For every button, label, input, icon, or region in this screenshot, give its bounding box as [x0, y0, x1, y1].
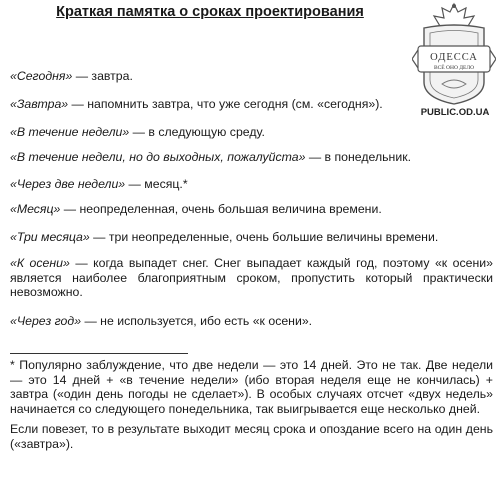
entry-term: «Сегодня»	[10, 69, 73, 83]
entry-within-week	[10, 125, 410, 140]
entry-three-months	[10, 230, 493, 245]
entry-two-weeks	[10, 177, 410, 192]
entry-month	[10, 202, 493, 217]
entry-in-a-year	[10, 314, 493, 329]
entry-term: «К осени»	[10, 256, 70, 270]
entry-today	[10, 69, 390, 84]
entry-text: — когда выпадет снег. Снег выпадает каждый год, поэтому «к осени» является наиболее благоприятным сроком, пропустить который практически невозможно.	[10, 256, 493, 299]
entry-text: — напомнить завтра, что уже сегодня (см. «сегодня»).	[68, 97, 383, 111]
entry-by-autumn	[10, 256, 493, 300]
entry-text: — в понедельник.	[305, 150, 412, 164]
entry-text: — три неопределенные, очень большие величины времени.	[89, 230, 439, 244]
entry-text: — месяц.*	[125, 177, 188, 191]
logo-motto-text: ВСЁ ОНО ДЕЛО	[433, 65, 475, 71]
page-title: Краткая памятка о сроках проектирования	[56, 4, 364, 20]
entry-term: «Через две недели»	[10, 177, 126, 191]
entry-term: «В течение недели, но до выходных, пожалуйста»	[10, 150, 306, 164]
logo-city-text: ОДЕССА	[430, 52, 478, 63]
entry-term: «Через год»	[10, 314, 82, 328]
entry-text: — не используется, ибо есть «к осени».	[81, 314, 313, 328]
entry-term: «Месяц»	[10, 202, 61, 216]
entry-tomorrow	[10, 97, 410, 112]
entry-term: «Завтра»	[10, 97, 69, 111]
footnote-paragraph: * Популярно заблуждение, что две недели — это 14 дней. Это не так. Две недели — это 14 дней + «в течение недели» (ибо вторая неделя еще не кончилась) + завтра («один день погоды не сделает»). В особых случаях отсчет «двух недель» начинается со следующего понедельника, так выигрывается еще несколько дней.	[10, 358, 493, 416]
entry-text: — неопределенная, очень большая величина времени.	[60, 202, 382, 216]
entry-term: «Три месяца»	[10, 230, 90, 244]
footnote-divider	[10, 353, 188, 354]
site-url-text: PUBLIC.OD.UA	[420, 107, 490, 118]
entry-text: — в следующую среду.	[129, 125, 265, 139]
logo-emblem-icon	[412, 2, 496, 106]
entry-term: «В течение недели»	[10, 125, 130, 139]
entry-text: — завтра.	[72, 69, 133, 83]
odessa-logo	[412, 2, 496, 124]
footnote-conclusion: Если повезет, то в результате выходит месяц срока и опоздание всего на один день («завтра»).	[10, 422, 493, 451]
entry-before-weekend	[10, 150, 493, 165]
